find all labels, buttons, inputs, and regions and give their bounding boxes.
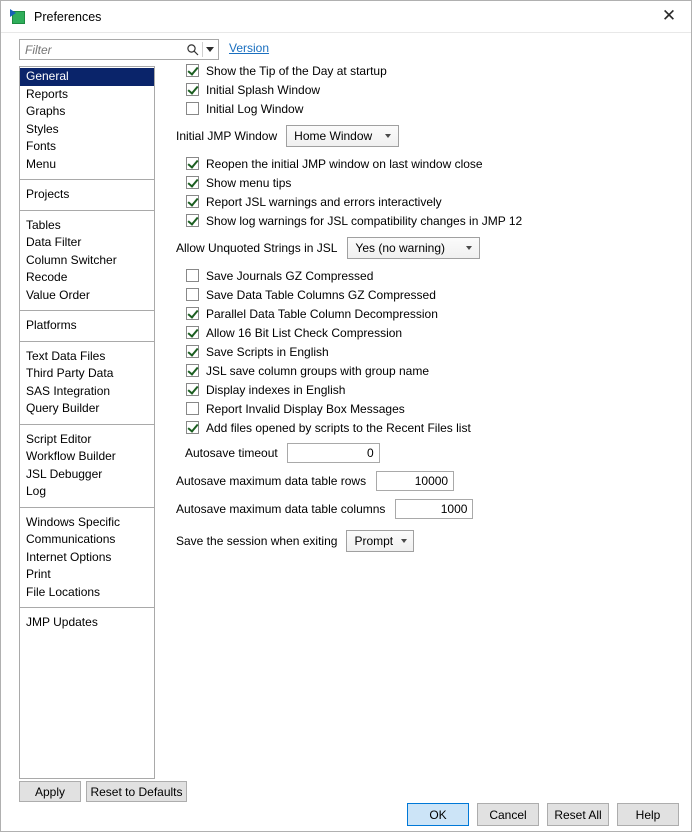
autosave-max-rows-input[interactable] (376, 471, 454, 491)
option-row[interactable] (186, 418, 680, 437)
list-separator (20, 341, 154, 342)
option-row[interactable] (186, 173, 680, 192)
sidebar-item-query-builder[interactable]: Query Builder (26, 401, 100, 415)
option-label: Report JSL warnings and errors interactively (206, 194, 442, 209)
option-label: JSL save column groups with group name (206, 363, 430, 378)
reset-all-button[interactable]: Reset All (547, 803, 609, 826)
checkbox-save-scripts-in-english[interactable] (186, 345, 199, 358)
option-row[interactable] (186, 211, 680, 230)
left-button-bar (19, 781, 187, 802)
checkbox-save-journals-gz-compressed[interactable] (186, 269, 199, 282)
checkbox-parallel-data-table-column-decompression[interactable] (186, 307, 199, 320)
dialog-button-bar (407, 803, 679, 826)
sidebar-item-styles[interactable]: Styles (26, 121, 59, 136)
option-row[interactable] (186, 323, 680, 342)
sidebar-item-jsl-debugger[interactable]: JSL Debugger (26, 466, 103, 481)
option-row[interactable] (186, 380, 680, 399)
help-button[interactable]: Help (617, 803, 679, 826)
sidebar-item-sas-integration[interactable]: SAS Integration (26, 383, 111, 398)
ok-button[interactable]: OK (407, 803, 469, 826)
sidebar-item-communications[interactable]: Communications (26, 532, 116, 546)
sidebar-item-projects[interactable]: Projects (26, 187, 70, 201)
option-label: Initial Splash Window (206, 82, 321, 97)
option-label: Add files opened by scripts to the Recent Files list (206, 420, 471, 435)
reset-to-defaults-button[interactable]: Reset to Defaults (86, 781, 187, 802)
sidebar-item-general[interactable]: General (20, 68, 154, 86)
close-icon[interactable]: ✕ (661, 6, 677, 26)
option-row[interactable] (186, 285, 680, 304)
option-row[interactable] (186, 304, 680, 323)
option-label: Save Journals GZ Compressed (206, 268, 374, 283)
sidebar-item-workflow-builder[interactable]: Workflow Builder (26, 449, 116, 463)
sidebar-item-tables[interactable]: Tables (26, 217, 61, 232)
checkbox-jsl-save-column-groups-with-group-name[interactable] (186, 364, 199, 377)
option-row[interactable] (186, 342, 680, 361)
list-separator (20, 210, 154, 211)
autosave-timeout-label: Autosave timeout (185, 446, 278, 460)
sidebar-item-data-filter[interactable]: Data Filter (26, 235, 82, 249)
list-separator (20, 607, 154, 608)
save-session-label: Save the session when exiting (176, 534, 338, 548)
chevron-down-icon (401, 539, 407, 543)
checkbox-allow-16-bit-list-check-compression[interactable] (186, 326, 199, 339)
checkbox-show-log-warnings-jsl-compat[interactable] (186, 214, 199, 227)
sidebar-item-jmp-updates[interactable]: JMP Updates (26, 615, 98, 629)
jmp-app-icon (10, 9, 26, 25)
allow-unquoted-strings-select[interactable] (347, 237, 480, 259)
save-session-value: Prompt (354, 534, 394, 548)
sidebar-item-recode[interactable]: Recode (26, 270, 68, 284)
allow-unquoted-strings-row (176, 236, 680, 260)
checkbox-add-files-opened-by-scripts-to-recent[interactable] (186, 421, 199, 434)
category-list[interactable] (19, 66, 155, 779)
option-row[interactable] (186, 399, 680, 418)
chevron-down-icon (385, 134, 391, 138)
initial-jmp-window-value: Home Window (294, 129, 373, 143)
option-label: Initial Log Window (206, 101, 304, 116)
sidebar-item-text-data-files[interactable]: Text Data Files (26, 348, 106, 363)
initial-jmp-window-select[interactable] (286, 125, 399, 147)
option-label: Show menu tips (206, 175, 292, 190)
option-row[interactable] (186, 361, 680, 380)
sidebar-item-value-order[interactable]: Value Order (26, 287, 90, 302)
sidebar-item-menu[interactable]: Menu (26, 156, 57, 171)
checkbox-show-tip-of-the-day[interactable] (186, 64, 199, 77)
autosave-max-rows-row (176, 469, 680, 493)
checkbox-show-menu-tips[interactable] (186, 176, 199, 189)
option-label: Show log warnings for JSL compatibility changes in JMP 12 (206, 213, 523, 228)
sidebar-item-internet-options[interactable]: Internet Options (26, 549, 112, 564)
save-session-row (176, 529, 680, 553)
sidebar-item-platforms[interactable]: Platforms (26, 318, 77, 332)
chevron-down-icon (466, 246, 472, 250)
option-label: Save Data Table Columns GZ Compressed (206, 287, 436, 302)
option-row[interactable] (186, 99, 680, 118)
checkbox-report-jsl-warnings[interactable] (186, 195, 199, 208)
sidebar-item-graphs[interactable]: Graphs (26, 104, 66, 118)
autosave-timeout-row (176, 441, 680, 465)
allow-unquoted-strings-value: Yes (no warning) (355, 241, 446, 255)
sidebar-item-third-party-data[interactable]: Third Party Data (26, 366, 114, 380)
save-session-select[interactable] (346, 530, 414, 552)
option-label: Report Invalid Display Box Messages (206, 401, 405, 416)
autosave-max-cols-input[interactable] (395, 499, 473, 519)
autosave-max-rows-label: Autosave maximum data table rows (176, 474, 367, 488)
option-label: Reopen the initial JMP window on last window close (206, 156, 483, 171)
checkbox-report-invalid-display-box-messages[interactable] (186, 402, 199, 415)
sidebar-item-script-editor[interactable]: Script Editor (26, 431, 92, 446)
version-link[interactable]: Version (229, 41, 270, 55)
autosave-max-cols-label: Autosave maximum data table columns (176, 502, 386, 516)
general-settings-panel (165, 39, 680, 553)
window-title: Preferences (34, 9, 102, 24)
cancel-button[interactable]: Cancel (477, 803, 539, 826)
list-separator (20, 179, 154, 180)
title-bar (1, 1, 691, 33)
option-label: Save Scripts in English (206, 344, 329, 359)
option-label: Allow 16 Bit List Check Compression (206, 325, 403, 340)
apply-button[interactable]: Apply (19, 781, 81, 802)
option-label: Show the Tip of the Day at startup (206, 63, 387, 78)
sidebar-item-windows-specific[interactable]: Windows Specific (26, 514, 121, 529)
checkbox-save-data-table-columns-gz-compressed[interactable] (186, 288, 199, 301)
sidebar-item-column-switcher[interactable]: Column Switcher (26, 252, 117, 267)
checkbox-display-indexes-in-english[interactable] (186, 383, 199, 396)
autosave-max-cols-row (176, 497, 680, 521)
allow-unquoted-strings-label: Allow Unquoted Strings in JSL (176, 241, 338, 255)
option-row[interactable] (186, 192, 680, 211)
option-row[interactable] (186, 80, 680, 99)
option-label: Display indexes in English (206, 382, 346, 397)
option-row[interactable] (186, 266, 680, 285)
initial-jmp-window-label: Initial JMP Window (176, 129, 278, 143)
filter-input[interactable] (20, 40, 184, 59)
checkbox-initial-splash-window[interactable] (186, 83, 199, 96)
category-panel (19, 39, 155, 779)
list-separator (20, 310, 154, 311)
sidebar-item-print[interactable]: Print (26, 567, 51, 581)
autosave-timeout-input[interactable] (287, 443, 380, 463)
list-separator (20, 424, 154, 425)
option-label: Parallel Data Table Column Decompression (206, 306, 438, 321)
sidebar-item-file-locations[interactable]: File Locations (26, 584, 101, 599)
window-content (1, 33, 691, 831)
list-separator (20, 507, 154, 508)
option-row[interactable] (186, 154, 680, 173)
checkbox-initial-log-window[interactable] (186, 102, 199, 115)
sidebar-item-reports[interactable]: Reports (26, 86, 69, 101)
initial-jmp-window-row (176, 124, 680, 148)
checkbox-reopen-initial-jmp-window[interactable] (186, 157, 199, 170)
sidebar-item-log[interactable]: Log (26, 484, 47, 498)
sidebar-item-fonts[interactable]: Fonts (26, 139, 57, 153)
option-row[interactable] (186, 61, 680, 80)
